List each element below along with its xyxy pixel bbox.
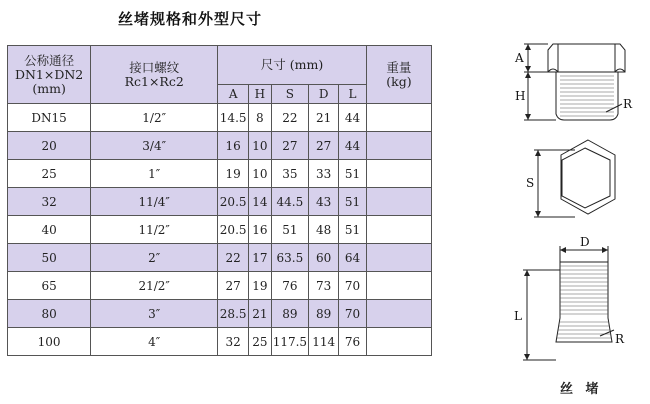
subheader-l: L [339,85,367,104]
thread-lines-bottom [557,266,611,338]
label-h: H [515,89,526,103]
cell-l: 51 [339,160,367,188]
cell-a: 16 [218,132,249,160]
label-r-bottom: R [615,332,625,346]
cell-d: 60 [309,244,339,272]
cell-thread: 11/4″ [91,188,218,216]
header-weight-line2: (kg) [386,73,412,89]
subheader-d: D [309,85,339,104]
cell-thread: 1/2″ [91,104,218,132]
cell-a: 20.5 [218,188,249,216]
cell-d: 33 [309,160,339,188]
cell-s: 63.5 [271,244,309,272]
cell-a: 20.5 [218,216,249,244]
cell-dn: 80 [8,300,91,328]
cell-a: 27 [218,272,249,300]
cell-d: 73 [309,272,339,300]
cell-d: 27 [309,132,339,160]
cell-l: 51 [339,216,367,244]
label-d: D [580,235,590,249]
cell-h: 21 [249,300,271,328]
cell-h: 10 [249,132,271,160]
cell-dn: 32 [8,188,91,216]
cell-dn: DN15 [8,104,91,132]
cell-dn: 40 [8,216,91,244]
cell-l: 51 [339,188,367,216]
label-s: S [526,176,535,190]
cell-h: 8 [249,104,271,132]
cell-l: 76 [339,328,367,356]
cell-thread: 2″ [91,244,218,272]
cell-dn: 50 [8,244,91,272]
cell-thread: 3″ [91,300,218,328]
cell-a: 22 [218,244,249,272]
cell-d: 48 [309,216,339,244]
cell-h: 16 [249,216,271,244]
drawing-caption: 丝 堵 [560,382,603,397]
cell-s: 76 [271,272,309,300]
header-nominal-line1: 公称通径 [24,52,75,68]
page-title: 丝堵规格和外型尺寸 [118,10,263,28]
cell-d: 114 [309,328,339,356]
cell-dn: 20 [8,132,91,160]
leader-r-bottom [600,330,614,336]
cell-thread: 11/2″ [91,216,218,244]
subheader-h: H [249,85,271,104]
cell-h: 25 [249,328,271,356]
header-thread-line2: Rc1×Rc2 [124,73,184,89]
header-nominal-line2: DN1×DN2 [14,66,84,82]
cell-h: 19 [249,272,271,300]
cell-s: 35 [271,160,309,188]
cell-a: 14.5 [218,104,249,132]
cell-dn: 25 [8,160,91,188]
cell-l: 44 [339,104,367,132]
hexagon-outline [561,140,615,214]
cell-s: 51 [271,216,309,244]
thread-lines-top [560,76,614,116]
cell-a: 19 [218,160,249,188]
cell-h: 17 [249,244,271,272]
cell-d: 89 [309,300,339,328]
cell-d: 21 [309,104,339,132]
cell-thread: 3/4″ [91,132,218,160]
cell-s: 44.5 [271,188,309,216]
cell-s: 27 [271,132,309,160]
header-thread-line1: 接口螺纹 [129,59,180,75]
cell-l: 70 [339,300,367,328]
cell-d: 43 [309,188,339,216]
cell-l: 64 [339,244,367,272]
cell-a: 28.5 [218,300,249,328]
cell-h: 10 [249,160,271,188]
label-l: L [514,309,522,323]
cell-thread: 21/2″ [91,272,218,300]
hexagon-face [562,148,610,208]
cell-l: 70 [339,272,367,300]
subheader-a: A [218,85,249,104]
cell-l: 44 [339,132,367,160]
header-dimensions: 尺寸 (mm) [218,46,367,85]
cell-dn: 65 [8,272,91,300]
header-nominal-line3: (mm) [32,80,66,96]
label-r-top: R [623,97,633,111]
cell-thread: 4″ [91,328,218,356]
label-a: A [515,51,524,65]
hex-head-outline [548,44,625,72]
cell-a: 32 [218,328,249,356]
cell-thread: 1″ [91,160,218,188]
cell-s: 117.5 [271,328,309,356]
cell-dn: 100 [8,328,91,356]
cell-h: 14 [249,188,271,216]
header-weight-line1: 重量 [386,59,412,75]
cell-s: 89 [271,300,309,328]
subheader-s: S [271,85,309,104]
cell-s: 22 [271,104,309,132]
